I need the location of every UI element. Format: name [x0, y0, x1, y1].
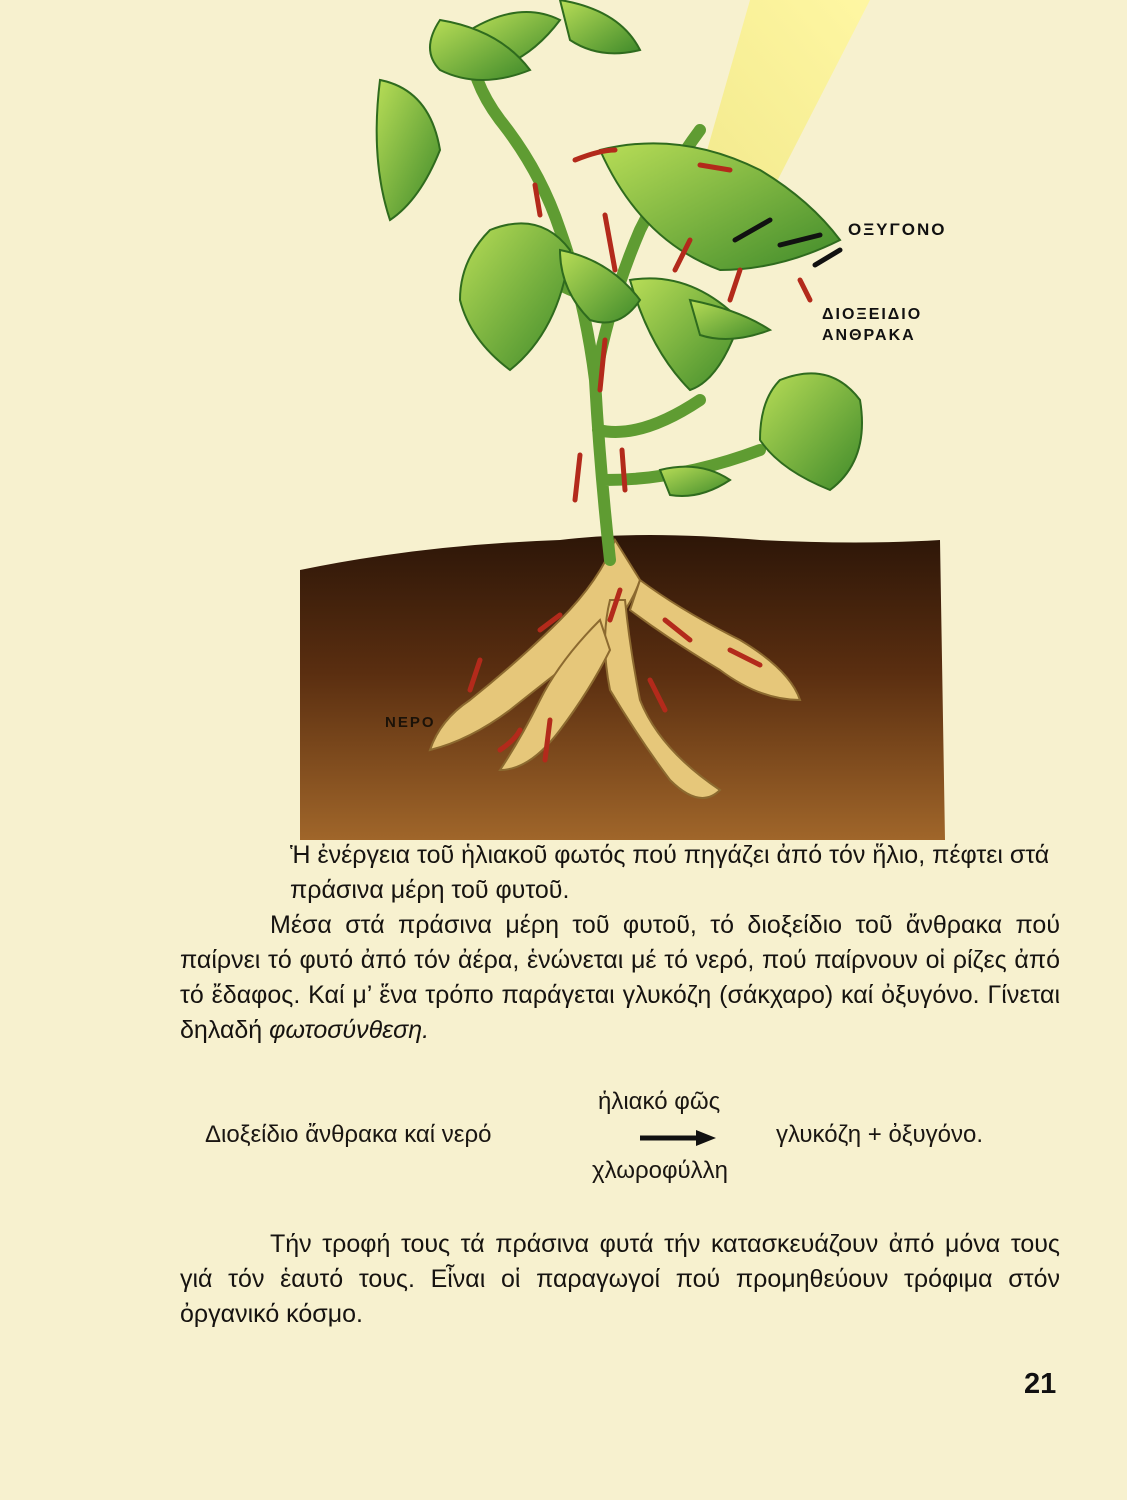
equation-arrow-icon: [638, 1128, 718, 1148]
page-number: 21: [1024, 1368, 1057, 1400]
oxygen-label: ΟΞΥΓΟΝΟ: [848, 220, 947, 239]
photosynthesis-term: φωτοσύνθεση.: [269, 1016, 430, 1044]
equation-products: γλυκόζη + ὀξυγόνο.: [776, 1121, 984, 1148]
carbon-dioxide-label: [822, 304, 922, 346]
paragraph-sunlight: Ἡ ἐνέργεια τοῦ ἡλιακοῦ φωτός πού πηγάζει ἀπό τόν ἥλιο, πέφτει στά πράσινα μέρη τοῦ φυτοῦ.: [290, 841, 1050, 904]
carbon-dioxide-label-line1: ΔΙΟΞΕΙΔΙΟ: [822, 306, 923, 323]
water-label: ΝΕΡΟ: [385, 714, 436, 731]
carbon-dioxide-label-line2: ΑΝΘΡΑΚΑ: [822, 327, 916, 344]
paragraph-photosynthesis-body: Μέσα στά πράσινα μέρη τοῦ φυτοῦ, τό διοξείδιο τοῦ ἄνθρακα πού παίρνει τό φυτό ἀπό τόν ἀέρα, ἑνώνεται μέ τό νερό, πού παίρνουν οἱ ρίζες ἀπό τό ἔδαφος. Καί μ’ ἕνα τρόπο παράγεται γλυκόζη (σάκχαρο) καί ὀξυγόνο. Γίνεται δηλαδή: [180, 911, 1060, 1044]
equation-condition-chlorophyll: χλωροφύλλη: [592, 1157, 729, 1184]
equation-condition-light: ἡλιακό φῶς: [598, 1088, 721, 1115]
paragraph-photosynthesis: [180, 908, 1060, 1048]
equation-reactants: Διοξείδιο ἄνθρακα καί νερό: [205, 1121, 492, 1148]
paragraph-producers: Τήν τροφή τους τά πράσινα φυτά τήν κατασκευάζουν ἀπό μόνα τους γιά τόν ἑαυτό τους. Εἶναι οἱ παραγωγοί πού προμηθεύουν τρόφιμα στόν ὀργανικό κόσμο.: [180, 1230, 1060, 1328]
